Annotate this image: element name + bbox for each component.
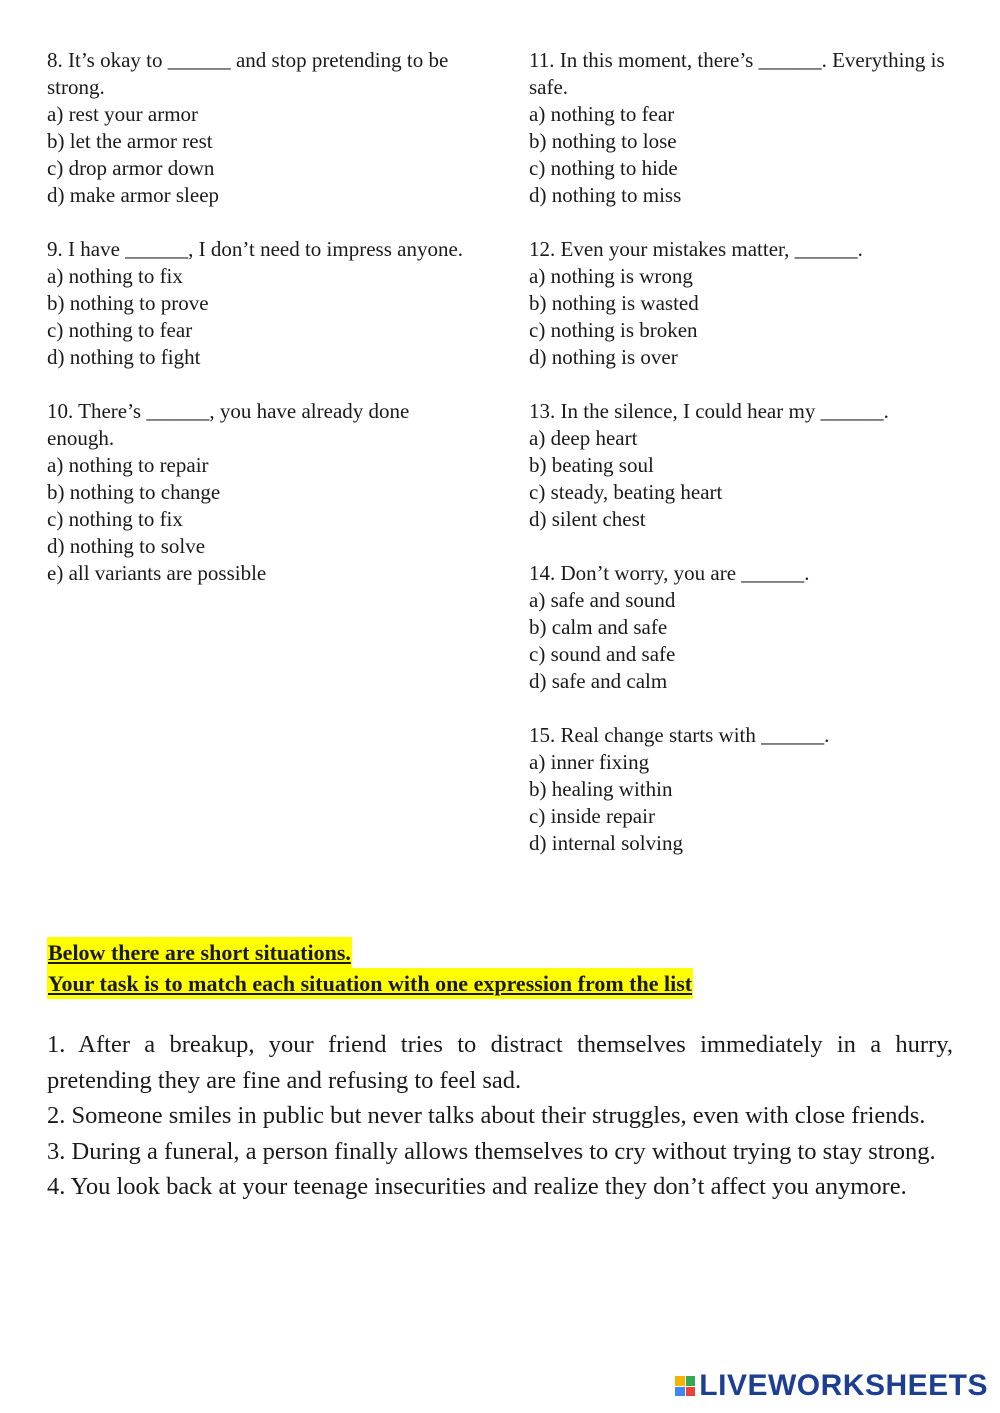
answer-option: b) nothing to lose: [529, 129, 677, 153]
task-instruction-line-2: Your task is to match each situation with one expression from the list: [47, 968, 693, 999]
answer-option: b) healing within: [529, 777, 673, 801]
question-block: [529, 560, 959, 695]
question-block: [529, 236, 959, 371]
answer-option: c) nothing to fix: [47, 507, 183, 531]
answer-option: a) nothing is wrong: [529, 264, 693, 288]
question-text: 8. It’s okay to ______ and stop pretending to be strong.: [47, 48, 449, 99]
question-text: 13. In the silence, I could hear my ______.: [529, 399, 889, 423]
answer-option: b) nothing to prove: [47, 291, 209, 315]
answer-option: d) nothing is over: [529, 345, 678, 369]
answer-option: d) silent chest: [529, 507, 646, 531]
question-block: [529, 722, 959, 857]
answer-option: a) nothing to fear: [529, 102, 675, 126]
answer-option: b) nothing is wasted: [529, 291, 699, 315]
answer-option: c) drop armor down: [47, 156, 215, 180]
answer-option: a) nothing to repair: [47, 453, 209, 477]
situation-item: 1. After a breakup, your friend tries to distract themselves immediately in a hurry, pretending they are fine and refusing to feel sad.: [47, 1031, 953, 1094]
answer-option: b) nothing to change: [47, 480, 221, 504]
logo-icon-square: [686, 1376, 696, 1386]
answer-option: b) let the armor rest: [47, 129, 213, 153]
answer-option: c) steady, beating heart: [529, 480, 723, 504]
question-block: [529, 47, 959, 209]
answer-option: c) sound and safe: [529, 642, 676, 666]
situation-item: 4. You look back at your teenage insecurities and realize they don’t affect you anymore.: [47, 1173, 907, 1200]
answer-option: d) safe and calm: [529, 669, 668, 693]
task-instructions: [47, 937, 953, 999]
liveworksheets-logo: [675, 1371, 988, 1401]
question-text: 14. Don’t worry, you are ______.: [529, 561, 810, 585]
answer-option: a) safe and sound: [529, 588, 676, 612]
answer-option: d) nothing to fight: [47, 345, 201, 369]
logo-icon-square: [675, 1376, 685, 1386]
answer-option: d) internal solving: [529, 831, 683, 855]
question-text: 11. In this moment, there’s ______. Everything is safe.: [529, 48, 945, 99]
liveworksheets-logo-icon: [675, 1376, 695, 1396]
question-block: [47, 47, 477, 209]
question-text: 15. Real change starts with ______.: [529, 723, 830, 747]
situation-list: [47, 1027, 953, 1205]
situation-item: 2. Someone smiles in public but never talks about their struggles, even with close friends.: [47, 1102, 926, 1129]
answer-option: c) nothing is broken: [529, 318, 698, 342]
answer-option: a) deep heart: [529, 426, 638, 450]
answer-option: a) rest your armor: [47, 102, 199, 126]
right-question-column: [529, 47, 959, 884]
question-block: [529, 398, 959, 533]
answer-option: b) calm and safe: [529, 615, 668, 639]
answer-option: c) nothing to hide: [529, 156, 678, 180]
answer-option: a) inner fixing: [529, 750, 650, 774]
answer-option: d) make armor sleep: [47, 183, 220, 207]
answer-option: b) beating soul: [529, 453, 654, 477]
answer-option: d) nothing to solve: [47, 534, 206, 558]
question-text: 12. Even your mistakes matter, ______.: [529, 237, 863, 261]
task-instruction-line-1: Below there are short situations.: [47, 937, 352, 968]
situation-item: 3. During a funeral, a person finally allows themselves to cry without trying to stay strong.: [47, 1137, 936, 1165]
answer-option: c) inside repair: [529, 804, 655, 828]
answer-option: e) all variants are possible: [47, 561, 267, 585]
answer-option: c) nothing to fear: [47, 318, 193, 342]
logo-icon-square: [675, 1387, 685, 1397]
question-text: 10. There’s ______, you have already done enough.: [47, 399, 410, 450]
logo-icon-square: [686, 1387, 696, 1397]
left-question-column: [47, 47, 477, 614]
question-block: [47, 236, 477, 371]
answer-option: d) nothing to miss: [529, 183, 682, 207]
question-text: 9. I have ______, I don’t need to impress anyone.: [47, 237, 464, 261]
answer-option: a) nothing to fix: [47, 264, 183, 288]
question-block: [47, 398, 477, 587]
liveworksheets-logo-text: LIVEWORKSHEETS: [699, 1369, 988, 1402]
